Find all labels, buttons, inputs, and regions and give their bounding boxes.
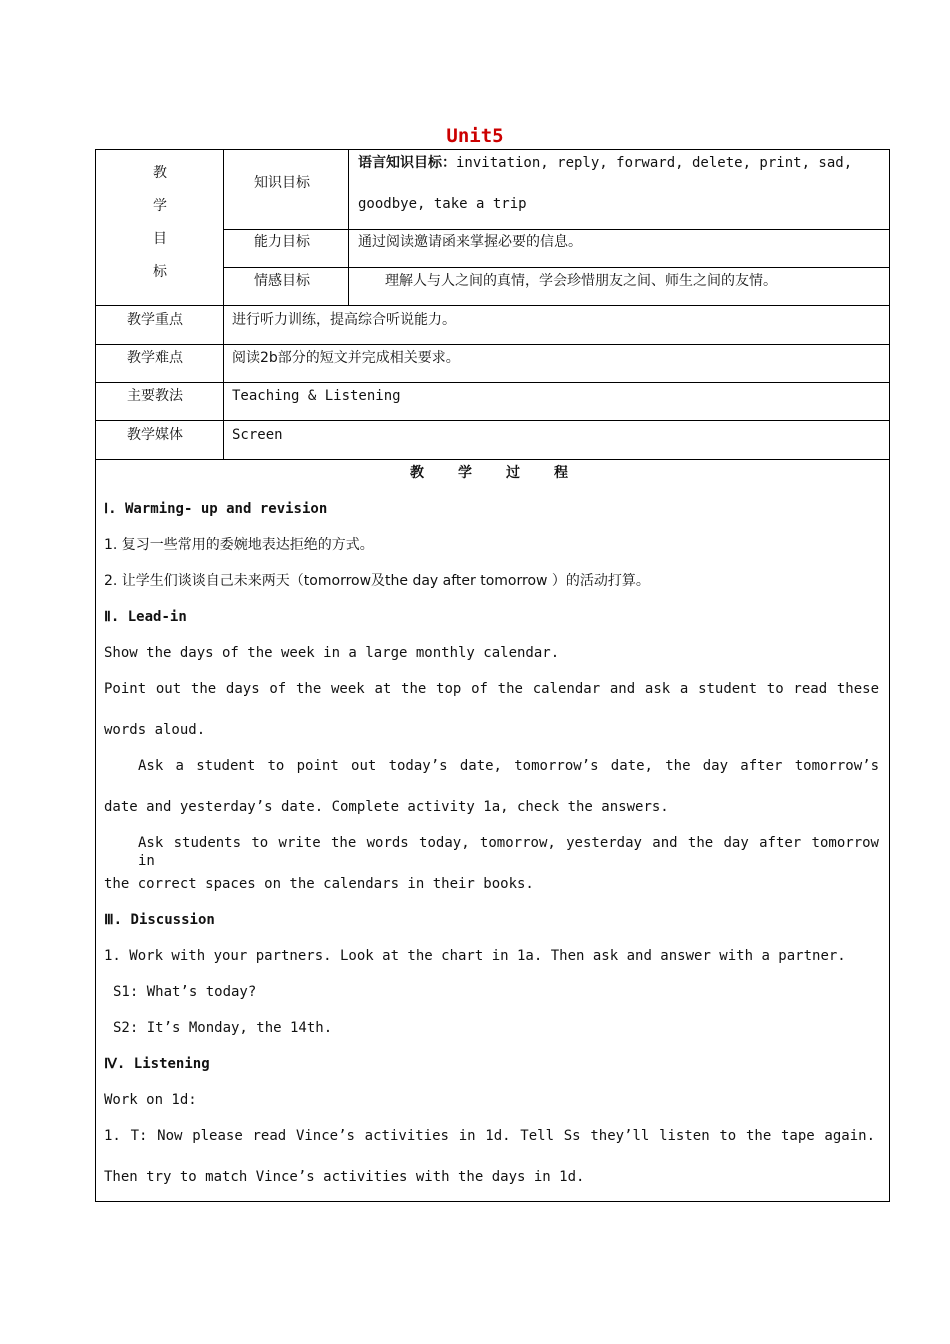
row-text-focus: 进行听力训练，提高综合听说能力。 xyxy=(232,312,456,328)
process-line: S2: It’s Monday, the 14th. xyxy=(113,1020,333,1036)
row-label-focus: 教学重点 xyxy=(127,312,183,328)
objectives-header-char: 学 xyxy=(153,198,167,214)
knowledge-prefix: 语言知识目标： xyxy=(358,155,456,171)
process-line: Ask a student to point out today’s date, tomorrow’s date, the day after tomorrow’s xyxy=(138,758,879,774)
objectives-header-char: 标 xyxy=(153,264,167,280)
divider xyxy=(95,344,890,345)
process-line xyxy=(104,536,374,554)
process-line: Work on 1d: xyxy=(104,1092,197,1108)
knowledge-line-1 xyxy=(358,154,852,172)
divider xyxy=(95,420,890,421)
process-line-text: 2. 让学生们谈谈自己未来两天（tomorrow及the day after tomorrow ）的活动打算。 xyxy=(104,573,650,589)
objectives-header-char: 教 xyxy=(153,165,167,181)
knowledge-words: invitation, reply, forward, delete, print, sad, xyxy=(456,155,853,171)
process-line: Ask students to write the words today, tomorrow, yesterday and the day after tomorrow in xyxy=(138,835,879,869)
process-line: the correct spaces on the calendars in their books. xyxy=(104,876,534,892)
emotion-text: 理解人与人之间的真情，学会珍惜朋友之间、师生之间的友情。 xyxy=(385,273,777,289)
process-line xyxy=(104,572,650,590)
ability-label: 能力目标 xyxy=(254,234,310,250)
row-label-method: 主要教法 xyxy=(127,388,183,404)
divider xyxy=(95,459,890,460)
divider xyxy=(95,305,890,306)
process-line: Then try to match Vince’s activities with the days in 1d. xyxy=(104,1169,585,1185)
process-line: words aloud. xyxy=(104,722,206,738)
row-label-media: 教学媒体 xyxy=(127,427,183,443)
row-text-media: Screen xyxy=(232,427,283,443)
section-heading-listening: Ⅳ. Listening xyxy=(104,1056,210,1072)
divider xyxy=(223,267,890,268)
page-title: Unit5 xyxy=(446,125,504,147)
knowledge-line-2: goodbye, take a trip xyxy=(358,196,527,212)
process-heading: 教学过程 xyxy=(410,465,602,481)
process-line: Show the days of the week in a large monthly calendar. xyxy=(104,645,560,661)
section-heading-discussion: Ⅲ. Discussion xyxy=(104,912,215,928)
objectives-header xyxy=(140,164,180,296)
emotion-label: 情感目标 xyxy=(254,273,310,289)
divider xyxy=(223,229,890,230)
process-line: date and yesterday’s date. Complete activity 1a, check the answers. xyxy=(104,799,669,815)
knowledge-label: 知识目标 xyxy=(254,175,310,191)
divider xyxy=(95,382,890,383)
process-line: Point out the days of the week at the top of the calendar and ask a student to read these xyxy=(104,681,879,697)
section-heading-leadin: Ⅱ. Lead-in xyxy=(104,609,187,625)
ability-text: 通过阅读邀请函来掌握必要的信息。 xyxy=(358,234,582,250)
row-label-difficulty: 教学难点 xyxy=(127,350,183,366)
row-text-difficulty: 阅读2b部分的短文并完成相关要求。 xyxy=(232,350,460,366)
process-line: 1. Work with your partners. Look at the chart in 1a. Then ask and answer with a partner. xyxy=(104,948,846,964)
divider xyxy=(348,149,349,305)
lesson-table xyxy=(95,149,890,1202)
process-line: S1: What’s today? xyxy=(113,984,257,1000)
row-text-method: Teaching & Listening xyxy=(232,388,401,404)
process-line: 1. T: Now please read Vince’s activities in 1d. Tell Ss they’ll listen to the tape again. xyxy=(104,1128,875,1144)
process-line-text: 1. 复习一些常用的委婉地表达拒绝的方式。 xyxy=(104,537,374,553)
section-heading-warming: Ⅰ. Warming- up and revision xyxy=(104,501,328,517)
objectives-header-char: 目 xyxy=(153,231,167,247)
